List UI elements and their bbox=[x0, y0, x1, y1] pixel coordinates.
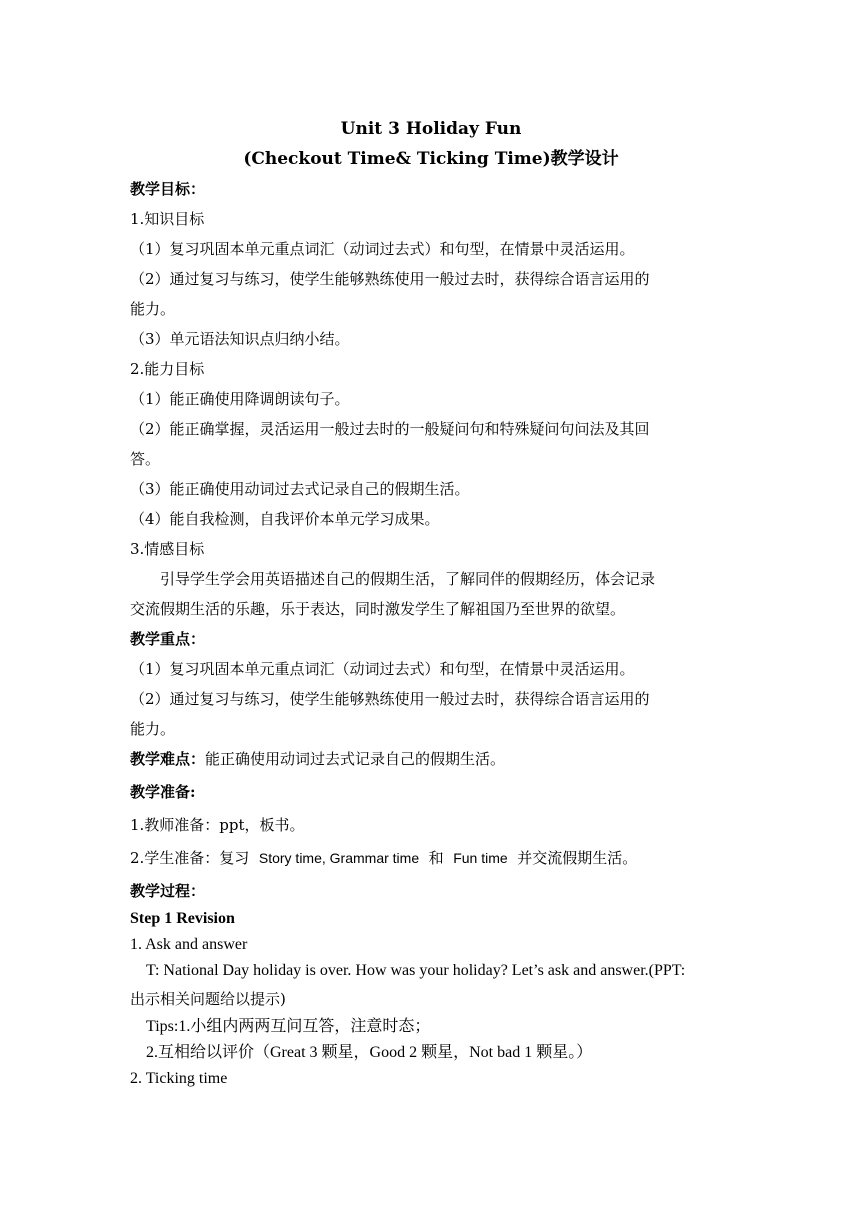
doc-title-line1: Unit 3 Holiday Fun bbox=[340, 119, 522, 139]
ticking-time: 2. Ticking time bbox=[130, 1070, 228, 1087]
key-point-item: （2）通过复习与练习，使学生能够熟练使用一般过去时，获得综合语言运用的 bbox=[130, 690, 650, 708]
process-heading: 教学过程： bbox=[130, 882, 206, 900]
objectives-heading: 教学目标： bbox=[130, 180, 206, 198]
emotion-line: 引导学生学会用英语描述自己的假期生活，了解同伴的假期经历，体会记录 bbox=[160, 570, 656, 588]
ability-heading: 2.能力目标 bbox=[130, 360, 205, 378]
tips-line: 2.互相给以评价（Great 3 颗星，Good 2 颗星，Not bad 1 颗星。） bbox=[146, 1044, 593, 1061]
emotion-line: 交流假期生活的乐趣，乐于表达，同时激发学生了解祖国乃至世界的欲望。 bbox=[130, 600, 626, 618]
ask-answer: 1. Ask and answer bbox=[130, 936, 248, 953]
prep-student-part: 2.学生准备：复习 bbox=[130, 849, 259, 867]
knowledge-item: 能力。 bbox=[130, 300, 176, 318]
ability-item: （4）能自我检测，自我评价本单元学习成果。 bbox=[130, 510, 440, 528]
key-point-item: 能力。 bbox=[130, 720, 176, 738]
teacher-line-cont: 出示相关问题给以提示) bbox=[130, 990, 286, 1008]
difficult-points bbox=[130, 744, 732, 774]
emotion-heading: 3.情感目标 bbox=[130, 540, 205, 558]
knowledge-item: （2）通过复习与练习，使学生能够熟练使用一般过去时，获得综合语言运用的 bbox=[130, 270, 650, 288]
difficult-text: 能正确使用动词过去式记录自己的假期生活。 bbox=[205, 750, 506, 768]
step1-title: Step 1 Revision bbox=[130, 910, 235, 927]
prep-student-part: Story time, Grammar time bbox=[258, 850, 420, 866]
ability-item: （3）能正确使用动词过去式记录自己的假期生活。 bbox=[130, 480, 470, 498]
difficult-label: 教学难点： bbox=[130, 750, 206, 768]
ability-item: 答。 bbox=[130, 450, 161, 468]
key-points-heading: 教学重点： bbox=[130, 630, 206, 648]
tips-line: Tips:1.小组内两两互问互答，注意时态； bbox=[146, 1018, 431, 1035]
ability-item: （2）能正确掌握，灵活运用一般过去时的一般疑问句和特殊疑问句问法及其回 bbox=[130, 420, 650, 438]
knowledge-item: （1）复习巩固本单元重点词汇（动词过去式）和句型，在情景中灵活运用。 bbox=[130, 240, 635, 258]
knowledge-heading: 1.知识目标 bbox=[130, 210, 205, 228]
doc-title-line2: (Checkout Time& Ticking Time)教学设计 bbox=[243, 149, 619, 169]
ability-item: （1）能正确使用降调朗读句子。 bbox=[130, 390, 350, 408]
key-point-item: （1）复习巩固本单元重点词汇（动词过去式）和句型，在情景中灵活运用。 bbox=[130, 660, 635, 678]
prep-teacher: 1.教师准备：ppt，板书。 bbox=[130, 816, 305, 834]
knowledge-item: （3）单元语法知识点归纳小结。 bbox=[130, 330, 350, 348]
prep-student-part: 和 bbox=[419, 849, 454, 867]
prep-heading: 教学准备: bbox=[130, 783, 196, 801]
teacher-line: T: National Day holiday is over. How was your holiday? Let’s ask and answer.(PPT: bbox=[146, 962, 686, 979]
prep-student-part: 并交流假期生活。 bbox=[507, 849, 638, 867]
prep-student-part: Fun time bbox=[453, 850, 508, 866]
prep-student bbox=[130, 843, 732, 873]
